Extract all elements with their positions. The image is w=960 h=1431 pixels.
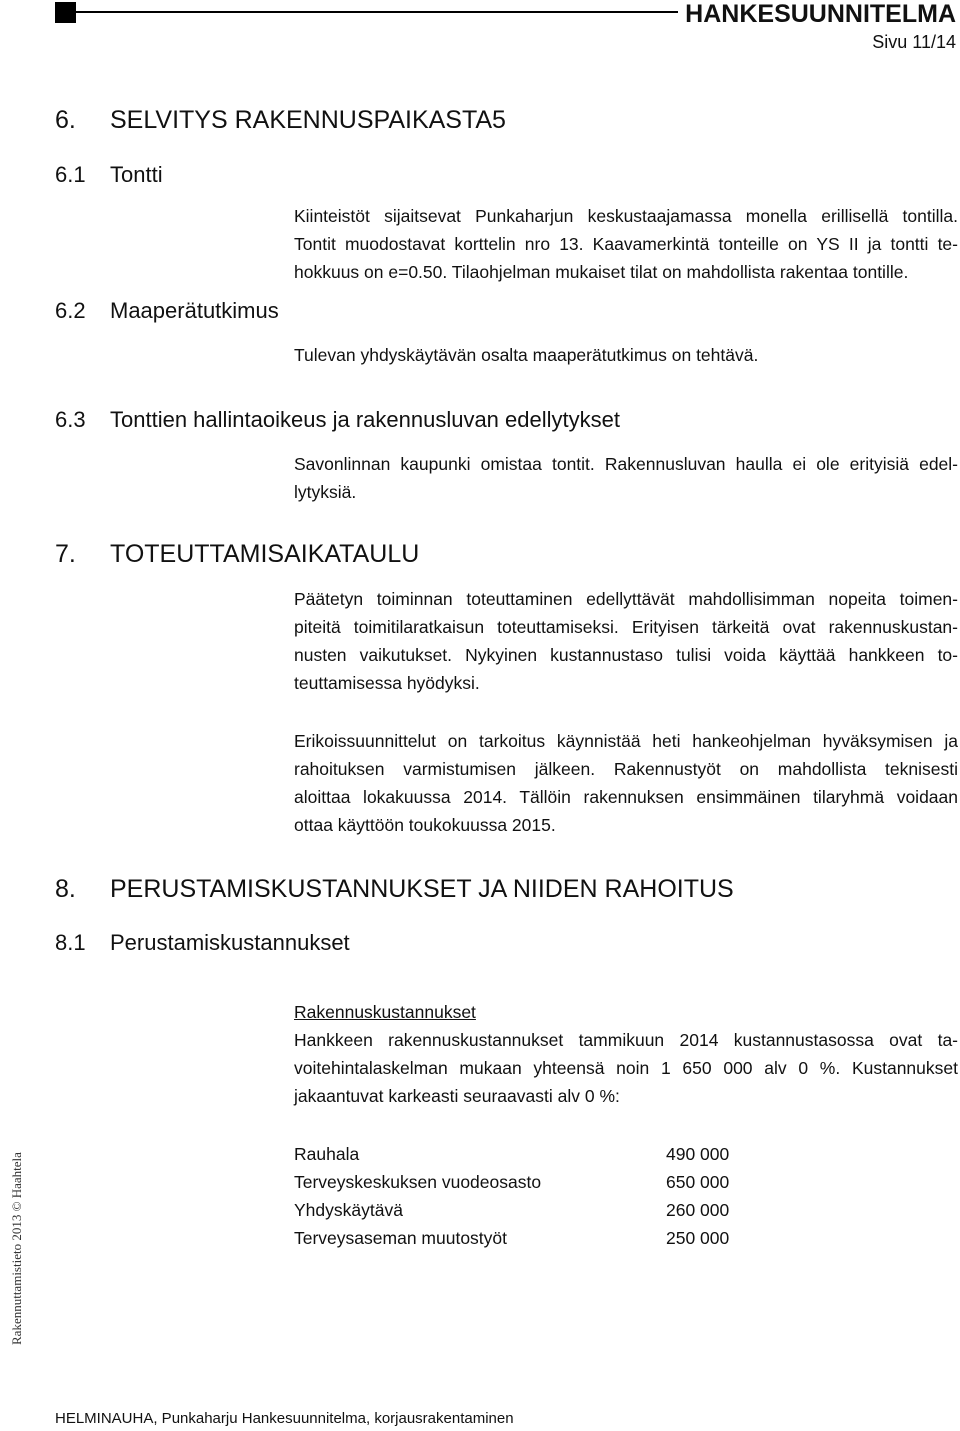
section-number: 6. — [55, 106, 76, 134]
section-8-1-heading — [55, 930, 350, 956]
paragraph-line: Savonlinnan kaupunki omistaa tontit. Rakennusluvan haulla ei ole erityisiä edel- — [294, 454, 958, 474]
cost-item-amount: 250 000 — [666, 1227, 730, 1248]
paragraph-line: Kiinteistöt sijaitsevat Punkaharjun keskustaajamassa monella erillisellä tontilla. — [294, 206, 958, 226]
paragraph-line: lytyksiä. — [294, 482, 357, 502]
paragraph-line: teuttamisessa hyödyksi. — [294, 673, 480, 693]
section-number: 7. — [55, 540, 76, 568]
cost-item-amount: 490 000 — [666, 1143, 730, 1164]
cost-table — [294, 1140, 729, 1252]
section-7-heading — [55, 540, 419, 569]
section-6-3-paragraph — [294, 450, 958, 506]
header-rule — [76, 11, 678, 13]
section-number: 6.2 — [55, 298, 86, 323]
copyright-side-note: Rakennuttamistieto 2013 © Haahtela — [9, 1152, 24, 1345]
cost-item-amount: 260 000 — [666, 1199, 730, 1220]
table-row — [294, 1196, 729, 1224]
paragraph-line: aloittaa lokakuussa 2014. Tällöin rakennuksen ensimmäinen tilaryhmä voidaan — [294, 787, 958, 807]
section-number: 6.1 — [55, 162, 86, 187]
paragraph-line: nusten vaikutukset. Nykyinen kustannustaso tulisi voida käyttää hankkeen to- — [294, 645, 958, 665]
section-title: PERUSTAMISKUSTANNUKSET JA NIIDEN RAHOITUS — [110, 875, 734, 903]
subsection-title: Rakennuskustannukset — [294, 1002, 476, 1022]
section-title: Maaperätutkimus — [110, 298, 279, 323]
paragraph-line: Hankkeen rakennuskustannukset tammikuun 2014 kustannustasossa ovat ta- — [294, 1030, 958, 1050]
paragraph-line: ottaa käyttöön toukokuussa 2015. — [294, 815, 556, 835]
cost-item-name: Terveyskeskuksen vuodeosasto — [294, 1171, 542, 1192]
section-title: Tontti — [110, 162, 163, 187]
paragraph-line: Erikoissuunnittelut on tarkoitus käynnistää heti hankeohjelman hyväksymisen ja — [294, 731, 958, 751]
paragraph-line: Tontit muodostavat korttelin nro 13. Kaavamerkintä tonteille on YS II ja tontti te- — [294, 234, 958, 254]
section-8-1-paragraph — [294, 998, 958, 1110]
page-number: Sivu 11/14 — [872, 32, 956, 52]
cost-item-name: Yhdyskäytävä — [294, 1199, 403, 1220]
section-title: SELVITYS RAKENNUSPAIKASTA5 — [110, 106, 506, 134]
header-square-mark — [55, 2, 76, 23]
paragraph-line: jakaantuvat karkeasti seuraavasti alv 0 %: — [294, 1086, 620, 1106]
paragraph-line: Päätetyn toiminnan toteuttaminen edellyttävät mahdollisimman nopeita toimen- — [294, 589, 958, 609]
section-6-2-heading — [55, 298, 279, 324]
cost-item-name: Rauhala — [294, 1143, 360, 1164]
section-7-paragraph-2 — [294, 727, 958, 839]
section-6-heading — [55, 106, 506, 135]
cost-item-name: Terveysaseman muutostyöt — [294, 1227, 508, 1248]
cost-item-amount: 650 000 — [666, 1171, 730, 1192]
section-number: 6.3 — [55, 407, 86, 432]
section-6-3-heading — [55, 407, 620, 433]
section-title: Perustamiskustannukset — [110, 930, 350, 955]
section-8-heading — [55, 875, 734, 904]
section-number: 8. — [55, 875, 76, 903]
section-6-1-heading — [55, 162, 163, 188]
paragraph-line: voitehintalaskelman mukaan yhteensä noin 1 650 000 alv 0 %. Kustannukset — [294, 1058, 958, 1078]
section-6-1-paragraph — [294, 202, 958, 286]
paragraph-line: hokkuus on e=0.50. Tilaohjelman mukaiset tilat on mahdollista rakentaa tontille. — [294, 262, 909, 282]
section-6-2-paragraph — [294, 341, 958, 369]
page-footer: HELMINAUHA, Punkaharju Hankesuunnitelma, korjausrakentaminen — [55, 1410, 514, 1427]
table-row — [294, 1224, 729, 1252]
section-number: 8.1 — [55, 930, 86, 955]
paragraph-line: rahoituksen varmistumisen jälkeen. Rakennustyöt on mahdollista teknisesti — [294, 759, 958, 779]
section-7-paragraph-1 — [294, 585, 958, 697]
section-title: TOTEUTTAMISAIKATAULU — [110, 540, 420, 568]
table-row — [294, 1168, 729, 1196]
document-title: HANKESUUNNITELMA — [685, 0, 956, 28]
paragraph-line: piteitä toimitilaratkaisun toteuttamiseksi. Erityisen tärkeitä ovat rakennuskustan- — [294, 617, 958, 637]
table-row — [294, 1140, 729, 1168]
section-title: Tonttien hallintaoikeus ja rakennusluvan edellytykset — [110, 407, 620, 432]
paragraph-line: Tulevan yhdyskäytävän osalta maaperätutkimus on tehtävä. — [294, 345, 759, 365]
